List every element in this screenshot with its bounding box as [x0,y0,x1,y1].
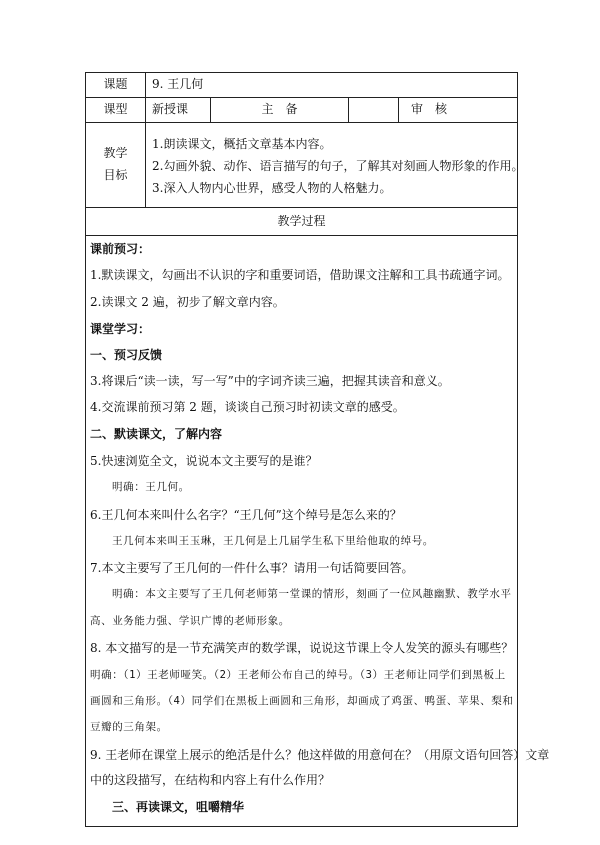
section-heading: 一、预习反馈 [90,348,163,362]
goals-row [86,123,518,208]
title-value: 9. 王几何 [146,73,518,98]
section-heading: 课堂学习： [90,322,151,336]
answer-line: 明确：王几何。 [112,481,190,493]
text-line: 4.交流课前预习第 2 题，谈谈自己预习时初读文章的感受。 [90,400,405,414]
goal-item: 3.深入人物内心世界，感受人物的人格魅力。 [152,181,392,195]
type-row [86,98,518,123]
prepare-label: 主 备 [211,98,349,123]
answer-line: 高、业务能力强、学识广博的老师形象。 [90,615,290,627]
section-heading: 三、再读课文，咀嚼精华 [112,800,245,814]
process-title-row [86,208,518,236]
text-line: 中的这段描写，在结构和内容上有什么作用？ [90,773,331,787]
answer-line: 明确：本文主要写了王几何老师第一堂课的情形，刻画了一位风趣幽默、教学水平 [112,588,512,600]
goal-item: 2.勾画外貌、动作、语言描写的句子，了解其对刻画人物形象的作用。 [152,159,524,173]
answer-line: 画圆和三角形。（4）同学们在黑板上画圆和三角形，却画成了鸡蛋、鸭蛋、苹果、梨和 [90,695,514,707]
goal-item: 1.朗读课文，概括文章基本内容。 [152,137,332,151]
lesson-plan-table [85,72,550,827]
process-body [86,236,550,827]
goals-label-line2: 目标 [103,168,128,182]
text-line: 2.读课文 2 遍，初步了解文章内容。 [90,295,285,309]
text-line: 7.本文主要写了王几何的一件什么事？请用一句话简要回答。 [90,561,414,575]
answer-line: 豆瓣的三角架。 [90,721,168,733]
answer-line: 王几何本来叫王玉琳，王几何是上几届学生私下里给他取的绰号。 [112,535,434,547]
goals-list [146,123,524,208]
prepare-value [349,98,399,123]
text-line: 5.快速浏览全文，说说本文主要写的是谁？ [90,454,318,468]
type-label: 课型 [86,98,146,123]
section-heading: 二、默读课文，了解内容 [90,427,223,441]
review-label: 审 核 [399,98,518,123]
title-label: 课题 [86,73,146,98]
process-title: 教学过程 [86,208,518,236]
type-value: 新授课 [146,98,211,123]
text-line: 1.默读课文，勾画出不认识的字和重要词语，借助课文注解和工具书疏通字词。 [90,268,510,282]
text-line: 3.将课后“读一读，写一写”中的字词齐读三遍，把握其读音和意义。 [90,374,450,388]
goals-label [86,123,146,208]
answer-line: 明确：（1）王老师哑笑。（2）王老师公布自己的绰号。（3）王老师让同学们到黑板上 [90,669,506,681]
text-line: 9. 王老师在课堂上展示的绝活是什么？他这样做的用意何在？（用原文语句回答）文章 [90,748,550,762]
text-line: 8. 本文描写的是一节充满笑声的数学课，说说这节课上令人发笑的源头有哪些？ [90,641,514,655]
section-heading: 课前预习： [90,242,151,256]
goals-label-line1: 教学 [103,146,128,161]
text-line: 6.王几何本来叫什么名字？“王几何”这个绰号是怎么来的？ [90,508,402,522]
process-body-row [86,236,518,827]
title-row [86,73,518,98]
